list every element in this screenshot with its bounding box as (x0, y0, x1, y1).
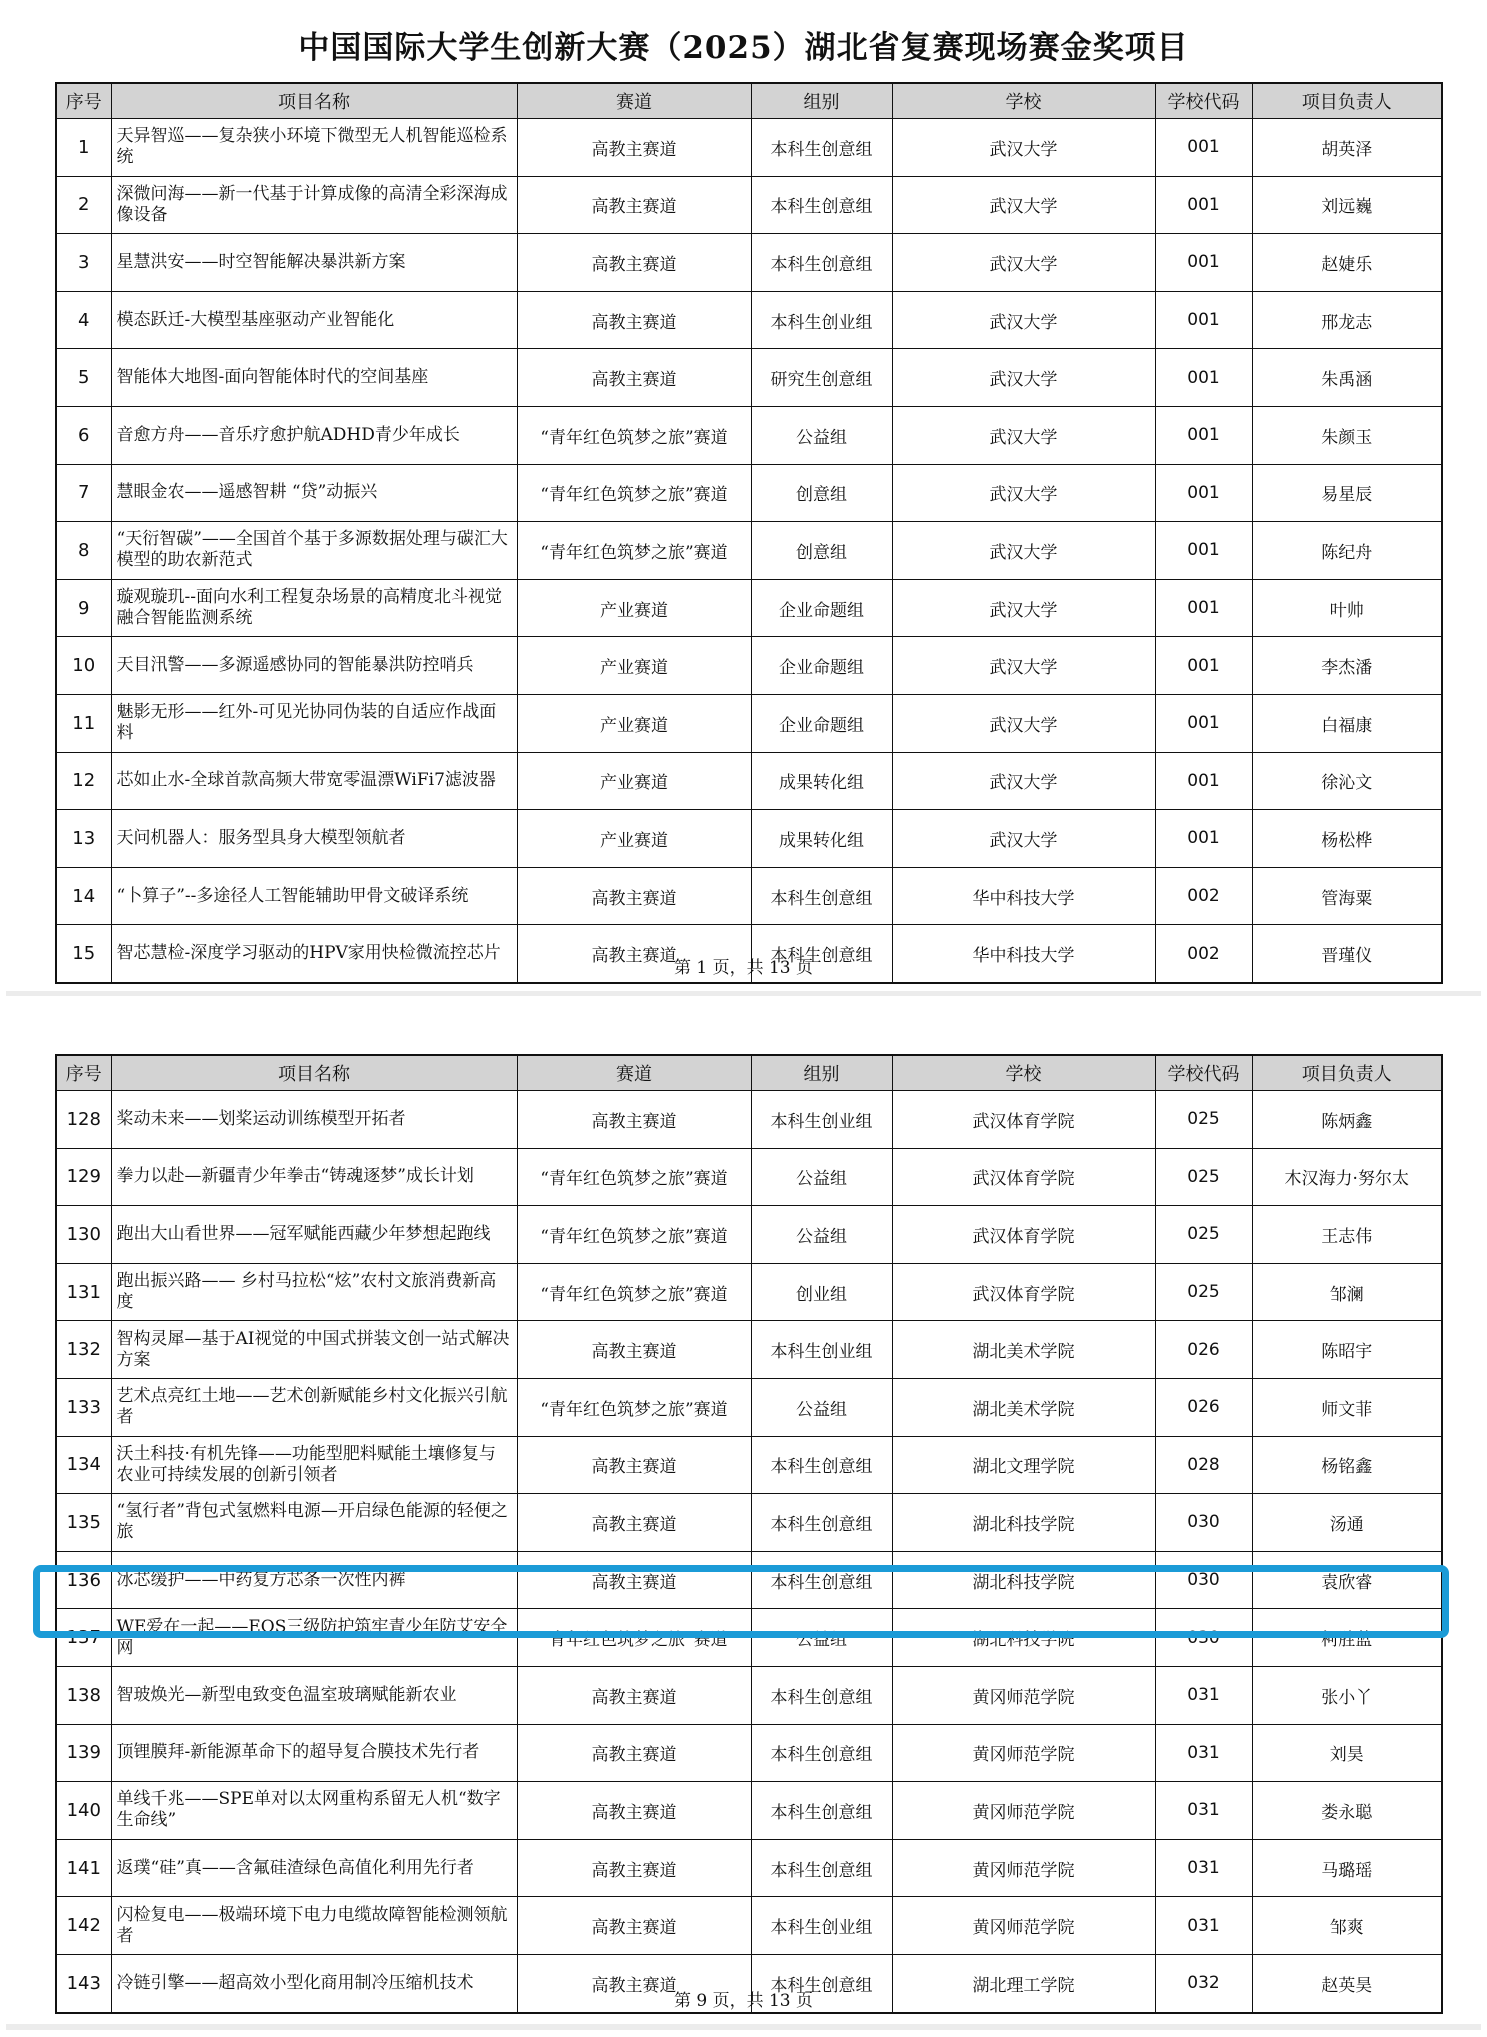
cell-group: 本科生创业组 (751, 291, 892, 349)
cell-code: 002 (1155, 867, 1252, 925)
cell-track: “青年红色筑梦之旅”赛道 (517, 522, 751, 580)
column-header: 项目名称 (111, 1055, 517, 1091)
cell-school: 黄冈师范学院 (892, 1782, 1155, 1840)
cell-code: 001 (1155, 119, 1252, 177)
cell-school: 武汉体育学院 (892, 1148, 1155, 1206)
cell-track: 产业赛道 (517, 752, 751, 810)
cell-number: 4 (56, 291, 111, 349)
table-row (56, 1378, 1442, 1436)
cell-name: 冷链引擎——超高效小型化商用制冷压缩机技术 (111, 1954, 517, 2012)
cell-name: “卜算子”--多途径人工智能辅助甲骨文破译系统 (111, 867, 517, 925)
cell-name: 璇观璇玑--面向水利工程复杂场景的高精度北斗视觉融合智能监测系统 (111, 579, 517, 637)
cell-leader: 朱颜玉 (1252, 406, 1442, 464)
cell-school: 湖北科技学院 (892, 1494, 1155, 1552)
table-row (56, 464, 1442, 522)
table-row (56, 579, 1442, 637)
cell-group: 本科生创意组 (751, 234, 892, 292)
cell-track: 高教主赛道 (517, 291, 751, 349)
cell-code: 001 (1155, 579, 1252, 637)
cell-number: 5 (56, 349, 111, 407)
cell-track: “青年红色筑梦之旅”赛道 (517, 406, 751, 464)
column-header: 项目负责人 (1252, 83, 1442, 119)
cell-name: 返璞“硅”真——含氟硅渣绿色高值化利用先行者 (111, 1839, 517, 1897)
cell-track: 高教主赛道 (517, 176, 751, 234)
cell-group: 公益组 (751, 406, 892, 464)
cell-name: 芯如止水-全球首款高频大带宽零温漂WiFi7滤波器 (111, 752, 517, 810)
cell-code: 001 (1155, 522, 1252, 580)
column-header: 赛道 (517, 1055, 751, 1091)
cell-name: 拳力以赴—新疆青少年拳击“铸魂逐梦”成长计划 (111, 1148, 517, 1206)
table-row (56, 1609, 1442, 1667)
table-row (56, 1263, 1442, 1321)
cell-name: 天目汛警——多源遥感协同的智能暴洪防控哨兵 (111, 637, 517, 695)
column-header: 项目名称 (111, 83, 517, 119)
table-row (56, 1206, 1442, 1264)
cell-group: 企业命题组 (751, 579, 892, 637)
cell-number: 131 (56, 1263, 111, 1321)
cell-track: 高教主赛道 (517, 1551, 751, 1609)
cell-name: 智玻焕光—新型电致变色温室玻璃赋能新农业 (111, 1666, 517, 1724)
award-table (55, 82, 1443, 984)
cell-leader: 王志伟 (1252, 1206, 1442, 1264)
cell-number: 134 (56, 1436, 111, 1494)
cell-code: 026 (1155, 1321, 1252, 1379)
cell-leader: 汤通 (1252, 1494, 1442, 1552)
cell-group: 企业命题组 (751, 694, 892, 752)
document-title: 中国国际大学生创新大赛（2025）湖北省复赛现场赛金奖项目 (298, 30, 1189, 66)
table-row (56, 694, 1442, 752)
cell-name: 艺术点亮红土地——艺术创新赋能乡村文化振兴引航者 (111, 1378, 517, 1436)
cell-code: 031 (1155, 1839, 1252, 1897)
cell-code: 001 (1155, 291, 1252, 349)
cell-code: 030 (1155, 1609, 1252, 1667)
cell-number: 138 (56, 1666, 111, 1724)
cell-leader: 娄永聪 (1252, 1782, 1442, 1840)
cell-number: 3 (56, 234, 111, 292)
cell-school: 武汉大学 (892, 349, 1155, 407)
column-header: 序号 (56, 83, 111, 119)
cell-track: 高教主赛道 (517, 1436, 751, 1494)
cell-track: “青年红色筑梦之旅”赛道 (517, 1609, 751, 1667)
table-row (56, 1839, 1442, 1897)
cell-track: 产业赛道 (517, 810, 751, 868)
cell-group: 本科生创意组 (751, 1666, 892, 1724)
cell-name: 魅影无形——红外-可见光协同伪装的自适应作战面料 (111, 694, 517, 752)
cell-track: 高教主赛道 (517, 1897, 751, 1955)
cell-number: 133 (56, 1378, 111, 1436)
cell-code: 028 (1155, 1436, 1252, 1494)
cell-group: 本科生创意组 (751, 1494, 892, 1552)
cell-name: 跑出大山看世界——冠军赋能西藏少年梦想起跑线 (111, 1206, 517, 1264)
cell-group: 本科生创意组 (751, 1551, 892, 1609)
cell-leader: 陈纪舟 (1252, 522, 1442, 580)
table-row (56, 1321, 1442, 1379)
cell-code: 031 (1155, 1666, 1252, 1724)
cell-leader: 邢龙志 (1252, 291, 1442, 349)
cell-school: 黄冈师范学院 (892, 1666, 1155, 1724)
cell-name: 智能体大地图-面向智能体时代的空间基座 (111, 349, 517, 407)
cell-name: 慧眼金农——遥感智耕 “贷”动振兴 (111, 464, 517, 522)
cell-school: 武汉大学 (892, 234, 1155, 292)
cell-group: 公益组 (751, 1609, 892, 1667)
cell-code: 030 (1155, 1494, 1252, 1552)
column-header: 学校 (892, 83, 1155, 119)
cell-number: 129 (56, 1148, 111, 1206)
table-row (56, 406, 1442, 464)
cell-track: 高教主赛道 (517, 234, 751, 292)
cell-group: 本科生创意组 (751, 925, 892, 983)
cell-school: 武汉大学 (892, 522, 1155, 580)
cell-track: 高教主赛道 (517, 349, 751, 407)
cell-code: 032 (1155, 1954, 1252, 2012)
column-header: 序号 (56, 1055, 111, 1091)
cell-school: 黄冈师范学院 (892, 1724, 1155, 1782)
column-header: 学校代码 (1155, 83, 1252, 119)
table-row (56, 637, 1442, 695)
cell-school: 湖北美术学院 (892, 1321, 1155, 1379)
cell-number: 141 (56, 1839, 111, 1897)
cell-number: 12 (56, 752, 111, 810)
page-footer: 第 9 页，共 13 页 (673, 1991, 814, 2011)
cell-leader: 柯胜蓝 (1252, 1609, 1442, 1667)
cell-group: 本科生创业组 (751, 1321, 892, 1379)
cell-number: 9 (56, 579, 111, 637)
cell-group: 本科生创业组 (751, 1091, 892, 1149)
table-header-row (56, 83, 1442, 119)
cell-leader: 李杰潘 (1252, 637, 1442, 695)
table-header-row (56, 1055, 1442, 1091)
cell-track: “青年红色筑梦之旅”赛道 (517, 464, 751, 522)
cell-number: 14 (56, 867, 111, 925)
cell-name: WE爱在一起——EQS三级防护筑牢青少年防艾安全网 (111, 1609, 517, 1667)
cell-group: 本科生创意组 (751, 1724, 892, 1782)
cell-code: 001 (1155, 464, 1252, 522)
cell-code: 001 (1155, 694, 1252, 752)
cell-track: 产业赛道 (517, 579, 751, 637)
cell-name: 跑出振兴路—— 乡村马拉松“炫”农村文旅消费新高度 (111, 1263, 517, 1321)
table-row (56, 1148, 1442, 1206)
cell-leader: 易星辰 (1252, 464, 1442, 522)
table-row (56, 1091, 1442, 1149)
table-row (56, 522, 1442, 580)
cell-track: “青年红色筑梦之旅”赛道 (517, 1378, 751, 1436)
cell-school: 黄冈师范学院 (892, 1839, 1155, 1897)
cell-school: 武汉大学 (892, 637, 1155, 695)
cell-group: 成果转化组 (751, 810, 892, 868)
cell-name: 冰芯缓护——中药复方芯条一次性内裤 (111, 1551, 517, 1609)
column-header: 学校 (892, 1055, 1155, 1091)
cell-number: 8 (56, 522, 111, 580)
cell-name: 沃土科技·有机先锋——功能型肥料赋能土壤修复与农业可持续发展的创新引领者 (111, 1436, 517, 1494)
cell-group: 本科生创意组 (751, 119, 892, 177)
table-row (56, 234, 1442, 292)
cell-number: 6 (56, 406, 111, 464)
cell-code: 031 (1155, 1724, 1252, 1782)
cell-group: 研究生创意组 (751, 349, 892, 407)
cell-number: 137 (56, 1609, 111, 1667)
cell-number: 132 (56, 1321, 111, 1379)
cell-group: 创意组 (751, 464, 892, 522)
cell-school: 华中科技大学 (892, 925, 1155, 983)
cell-track: 高教主赛道 (517, 119, 751, 177)
table-row (56, 1436, 1442, 1494)
cell-code: 001 (1155, 637, 1252, 695)
cell-leader: 袁欣睿 (1252, 1551, 1442, 1609)
cell-group: 公益组 (751, 1206, 892, 1264)
column-header: 学校代码 (1155, 1055, 1252, 1091)
cell-leader: 陈昭宇 (1252, 1321, 1442, 1379)
cell-group: 本科生创意组 (751, 1954, 892, 2012)
cell-code: 025 (1155, 1206, 1252, 1264)
cell-name: 智构灵犀—基于AI视觉的中国式拼装文创一站式解决方案 (111, 1321, 517, 1379)
cell-track: 高教主赛道 (517, 1494, 751, 1552)
cell-school: 武汉大学 (892, 291, 1155, 349)
cell-number: 142 (56, 1897, 111, 1955)
cell-code: 001 (1155, 752, 1252, 810)
cell-leader: 刘远巍 (1252, 176, 1442, 234)
cell-school: 湖北理工学院 (892, 1954, 1155, 2012)
table-row (56, 349, 1442, 407)
cell-group: 公益组 (751, 1148, 892, 1206)
cell-name: 天异智巡——复杂狭小环境下微型无人机智能巡检系统 (111, 119, 517, 177)
cell-leader: 管海粟 (1252, 867, 1442, 925)
cell-group: 本科生创意组 (751, 1782, 892, 1840)
cell-number: 140 (56, 1782, 111, 1840)
cell-leader: 陈炳鑫 (1252, 1091, 1442, 1149)
table-row (56, 752, 1442, 810)
table-row (56, 176, 1442, 234)
cell-leader: 白福康 (1252, 694, 1442, 752)
cell-school: 武汉大学 (892, 119, 1155, 177)
cell-track: 产业赛道 (517, 694, 751, 752)
cell-leader: 木汉海力·努尔太 (1252, 1148, 1442, 1206)
table-row (56, 1782, 1442, 1840)
cell-leader: 刘昊 (1252, 1724, 1442, 1782)
cell-track: 高教主赛道 (517, 1666, 751, 1724)
cell-code: 031 (1155, 1782, 1252, 1840)
award-table-page-9 (55, 1054, 1441, 2014)
cell-number: 13 (56, 810, 111, 868)
cell-code: 001 (1155, 349, 1252, 407)
cell-group: 本科生创意组 (751, 176, 892, 234)
cell-track: 高教主赛道 (517, 1321, 751, 1379)
cell-group: 本科生创意组 (751, 1839, 892, 1897)
cell-code: 001 (1155, 810, 1252, 868)
cell-name: 桨动未来——划桨运动训练模型开拓者 (111, 1091, 517, 1149)
cell-name: 单线千兆——SPE单对以太网重构系留无人机“数字生命线” (111, 1782, 517, 1840)
cell-school: 湖北文理学院 (892, 1436, 1155, 1494)
cell-code: 031 (1155, 1897, 1252, 1955)
award-table-page-1 (55, 82, 1441, 984)
column-header: 组别 (751, 1055, 892, 1091)
cell-leader: 赵英昊 (1252, 1954, 1442, 2012)
cell-group: 创意组 (751, 522, 892, 580)
cell-number: 143 (56, 1954, 111, 2012)
table-row (56, 291, 1442, 349)
cell-number: 1 (56, 119, 111, 177)
cell-number: 15 (56, 925, 111, 983)
column-header: 组别 (751, 83, 892, 119)
cell-leader: 叶帅 (1252, 579, 1442, 637)
cell-code: 025 (1155, 1148, 1252, 1206)
table-row (56, 1494, 1442, 1552)
cell-code: 001 (1155, 406, 1252, 464)
cell-school: 武汉大学 (892, 176, 1155, 234)
cell-school: 武汉大学 (892, 464, 1155, 522)
cell-leader: 杨松桦 (1252, 810, 1442, 868)
cell-code: 030 (1155, 1551, 1252, 1609)
table-row (56, 810, 1442, 868)
table-row (56, 1666, 1442, 1724)
cell-school: 武汉大学 (892, 579, 1155, 637)
cell-code: 001 (1155, 234, 1252, 292)
table-row (56, 1551, 1442, 1609)
cell-school: 武汉大学 (892, 694, 1155, 752)
cell-leader: 马璐瑶 (1252, 1839, 1442, 1897)
cell-number: 7 (56, 464, 111, 522)
cell-school: 武汉大学 (892, 752, 1155, 810)
cell-group: 企业命题组 (751, 637, 892, 695)
cell-leader: 张小丫 (1252, 1666, 1442, 1724)
cell-group: 本科生创意组 (751, 867, 892, 925)
cell-group: 成果转化组 (751, 752, 892, 810)
page-footer: 第 1 页，共 13 页 (673, 958, 814, 978)
cell-track: “青年红色筑梦之旅”赛道 (517, 1148, 751, 1206)
cell-code: 001 (1155, 176, 1252, 234)
cell-name: “氢行者”背包式氢燃料电源—开启绿色能源的轻便之旅 (111, 1494, 517, 1552)
cell-number: 10 (56, 637, 111, 695)
cell-code: 025 (1155, 1263, 1252, 1321)
cell-leader: 朱禹涵 (1252, 349, 1442, 407)
table-row (56, 867, 1442, 925)
cell-leader: 胡英泽 (1252, 119, 1442, 177)
cell-group: 创业组 (751, 1263, 892, 1321)
column-header: 项目负责人 (1252, 1055, 1442, 1091)
cell-track: 高教主赛道 (517, 925, 751, 983)
cell-track: 高教主赛道 (517, 1091, 751, 1149)
cell-school: 华中科技大学 (892, 867, 1155, 925)
cell-school: 武汉体育学院 (892, 1263, 1155, 1321)
cell-name: 智芯慧检-深度学习驱动的HPV家用快检微流控芯片 (111, 925, 517, 983)
cell-school: 武汉体育学院 (892, 1206, 1155, 1264)
cell-leader: 徐沁文 (1252, 752, 1442, 810)
cell-school: 湖北美术学院 (892, 1378, 1155, 1436)
cell-leader: 邹澜 (1252, 1263, 1442, 1321)
cell-school: 武汉体育学院 (892, 1091, 1155, 1149)
cell-school: 武汉大学 (892, 810, 1155, 868)
cell-code: 002 (1155, 925, 1252, 983)
cell-leader: 邹爽 (1252, 1897, 1442, 1955)
cell-group: 公益组 (751, 1378, 892, 1436)
cell-number: 130 (56, 1206, 111, 1264)
cell-name: 星慧洪安——时空智能解决暴洪新方案 (111, 234, 517, 292)
cell-name: 天问机器人：服务型具身大模型领航者 (111, 810, 517, 868)
award-table (55, 1054, 1443, 2014)
cell-track: 高教主赛道 (517, 1954, 751, 2012)
cell-track: 高教主赛道 (517, 1839, 751, 1897)
cell-leader: 晋瑾仪 (1252, 925, 1442, 983)
cell-name: “天衍智碳”——全国首个基于多源数据处理与碳汇大模型的助农新范式 (111, 522, 517, 580)
cell-number: 135 (56, 1494, 111, 1552)
cell-school: 武汉大学 (892, 406, 1155, 464)
page-divider (6, 2024, 1481, 2030)
table-row (56, 1897, 1442, 1955)
cell-name: 闪检复电——极端环境下电力电缆故障智能检测领航者 (111, 1897, 517, 1955)
table-row (56, 1724, 1442, 1782)
cell-number: 2 (56, 176, 111, 234)
cell-leader: 师文菲 (1252, 1378, 1442, 1436)
cell-number: 11 (56, 694, 111, 752)
table-row (56, 119, 1442, 177)
cell-track: “青年红色筑梦之旅”赛道 (517, 1206, 751, 1264)
cell-track: 高教主赛道 (517, 1782, 751, 1840)
cell-name: 顶锂膜拜-新能源革命下的超导复合膜技术先行者 (111, 1724, 517, 1782)
cell-track: 产业赛道 (517, 637, 751, 695)
cell-track: “青年红色筑梦之旅”赛道 (517, 1263, 751, 1321)
column-header: 赛道 (517, 83, 751, 119)
cell-leader: 赵婕乐 (1252, 234, 1442, 292)
cell-name: 音愈方舟——音乐疗愈护航ADHD青少年成长 (111, 406, 517, 464)
cell-school: 黄冈师范学院 (892, 1897, 1155, 1955)
cell-number: 136 (56, 1551, 111, 1609)
cell-code: 026 (1155, 1378, 1252, 1436)
cell-name: 模态跃迁-大模型基座驱动产业智能化 (111, 291, 517, 349)
page-divider (6, 991, 1481, 996)
cell-group: 本科生创意组 (751, 1436, 892, 1494)
cell-code: 025 (1155, 1091, 1252, 1149)
cell-school: 湖北科技学院 (892, 1551, 1155, 1609)
cell-leader: 杨铭鑫 (1252, 1436, 1442, 1494)
cell-track: 高教主赛道 (517, 867, 751, 925)
cell-track: 高教主赛道 (517, 1724, 751, 1782)
cell-name: 深微问海——新一代基于计算成像的高清全彩深海成像设备 (111, 176, 517, 234)
cell-group: 本科生创业组 (751, 1897, 892, 1955)
cell-school: 湖北科技学院 (892, 1609, 1155, 1667)
cell-number: 128 (56, 1091, 111, 1149)
cell-number: 139 (56, 1724, 111, 1782)
